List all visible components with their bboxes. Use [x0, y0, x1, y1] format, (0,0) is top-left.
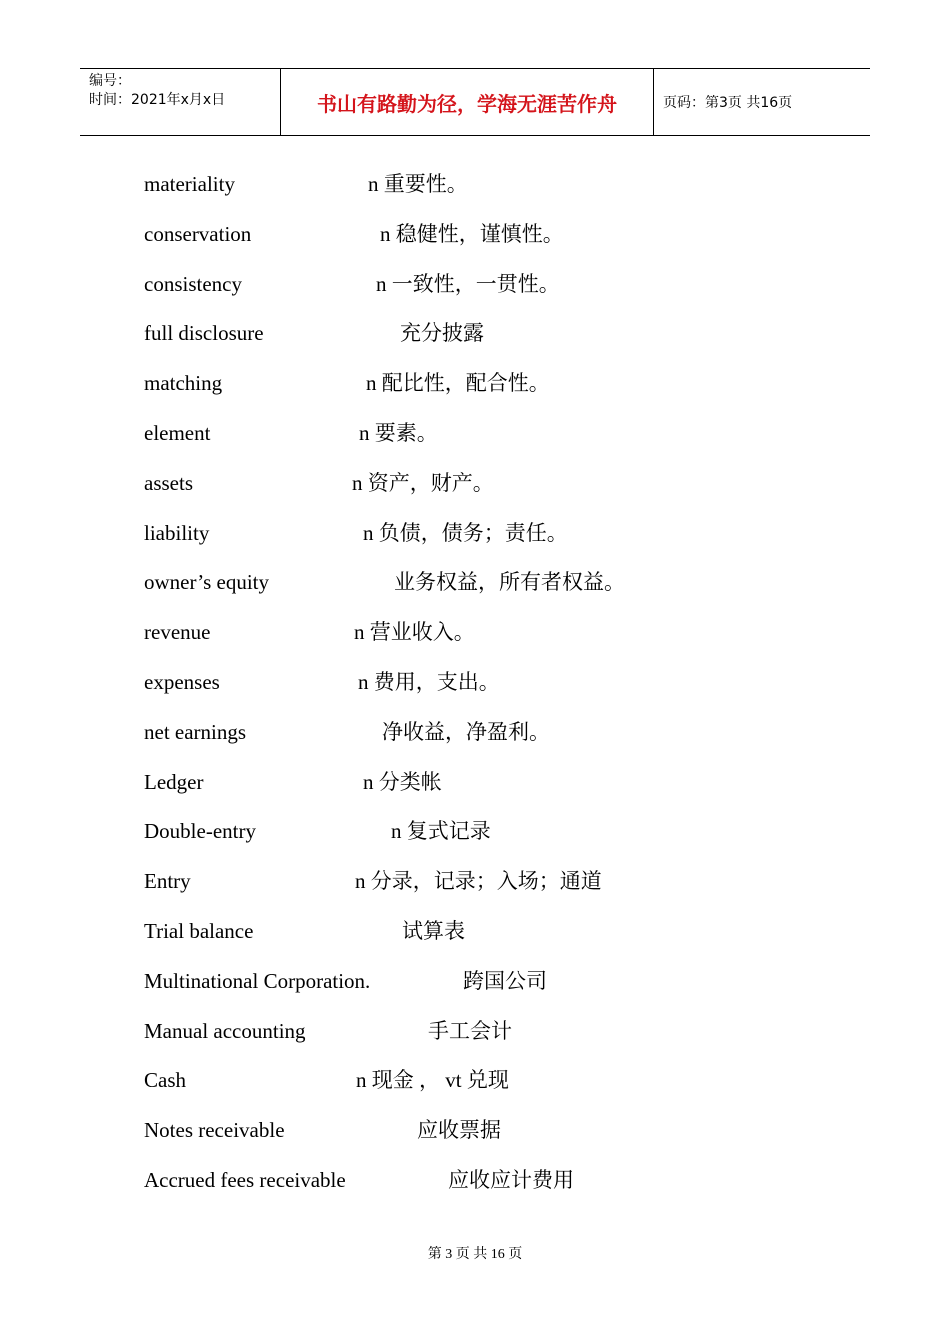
vocab-entry	[0, 1016, 950, 1046]
vocab-term: Notes receivable	[144, 1118, 285, 1143]
vocab-entry	[0, 269, 950, 299]
vocab-term: Trial balance	[144, 919, 254, 943]
vocab-definition: 跨国公司	[463, 968, 547, 993]
vocab-entry	[0, 966, 950, 996]
vocab-term: element	[144, 421, 211, 445]
vocab-entry	[0, 717, 950, 747]
vocab-entry	[0, 617, 950, 647]
vocab-definition: 手工会计	[428, 1018, 512, 1043]
header-motto: 书山有路勤为径，学海无涯苦作舟	[281, 69, 654, 135]
vocab-definition: n 复式记录	[391, 819, 491, 844]
vocab-entry	[0, 767, 950, 797]
vocab-definition: 试算表	[402, 919, 465, 943]
vocab-definition: 业务权益，所有者权益。	[394, 570, 625, 595]
vocab-definition: n 分录，记录；入场；通道	[355, 869, 602, 894]
vocab-definition: n 稳健性，谨慎性。	[380, 221, 564, 246]
vocab-definition: 应收票据	[417, 1118, 501, 1143]
vocab-term: liability	[144, 520, 210, 545]
vocab-entry	[0, 1165, 950, 1195]
vocab-entry	[0, 1115, 950, 1145]
page-header	[80, 68, 870, 136]
vocab-entry	[0, 816, 950, 846]
vocab-definition: 应收应计费用	[448, 1168, 574, 1192]
vocab-term: revenue	[144, 620, 211, 645]
vocab-term: owner’s equity	[144, 570, 270, 595]
vocab-term: materiality	[144, 172, 235, 196]
vocab-definition: n 费用，支出。	[358, 670, 500, 694]
vocab-definition: n 重要性。	[368, 172, 468, 196]
vocab-term: Double-entry	[144, 819, 256, 844]
vocab-term: expenses	[144, 670, 220, 694]
vocab-definition: n 负债，债务；责任。	[363, 520, 568, 545]
vocab-term: Manual accounting	[144, 1018, 306, 1043]
vocab-term: consistency	[144, 271, 242, 296]
footer-page-number: 第 3 页 共 16 页	[427, 1247, 523, 1262]
vocab-term: matching	[144, 371, 223, 396]
header-page-info: 页码：第3页 共16页	[663, 95, 793, 111]
vocab-term: conservation	[144, 221, 252, 246]
vocab-definition: n 分类帐	[363, 769, 442, 794]
vocab-entry	[0, 318, 950, 348]
vocab-term: net earnings	[144, 719, 247, 744]
vocab-term: Ledger	[144, 769, 204, 794]
vocab-entry	[0, 368, 950, 398]
vocab-term: full disclosure	[144, 321, 264, 346]
vocab-entry	[0, 667, 950, 697]
vocab-definition: n 营业收入。	[354, 620, 475, 645]
vocab-entry	[0, 518, 950, 548]
vocab-term: Multinational Corporation.	[144, 968, 371, 993]
date-label: 时间：2021年x月x日	[89, 92, 226, 108]
vocab-term: assets	[144, 470, 193, 495]
vocab-definition: n 现金 ， vt 兑现	[356, 1068, 509, 1093]
vocab-definition: 净收益，净盈利。	[382, 719, 550, 744]
vocab-entry	[0, 916, 950, 946]
vocab-entry	[0, 567, 950, 597]
vocab-definition: n 一致性，一贯性。	[376, 271, 560, 296]
vocab-definition: n 配比性，配合性。	[366, 371, 550, 396]
vocab-term: Accrued fees receivable	[144, 1168, 346, 1192]
vocab-definition: n 要素。	[359, 421, 438, 445]
vocab-term: Cash	[144, 1068, 186, 1093]
serial-label: 编号：	[89, 73, 131, 89]
vocab-definition: n 资产，财产。	[352, 470, 494, 495]
vocab-entry	[0, 169, 950, 199]
vocab-entry	[0, 866, 950, 896]
vocab-entry	[0, 1065, 950, 1095]
vocab-term: Entry	[144, 869, 191, 894]
vocab-entry	[0, 468, 950, 498]
vocab-entry	[0, 219, 950, 249]
page-footer	[0, 1245, 950, 1265]
vocab-entry	[0, 418, 950, 448]
vocab-definition: 充分披露	[400, 321, 484, 346]
header-meta	[80, 69, 281, 135]
